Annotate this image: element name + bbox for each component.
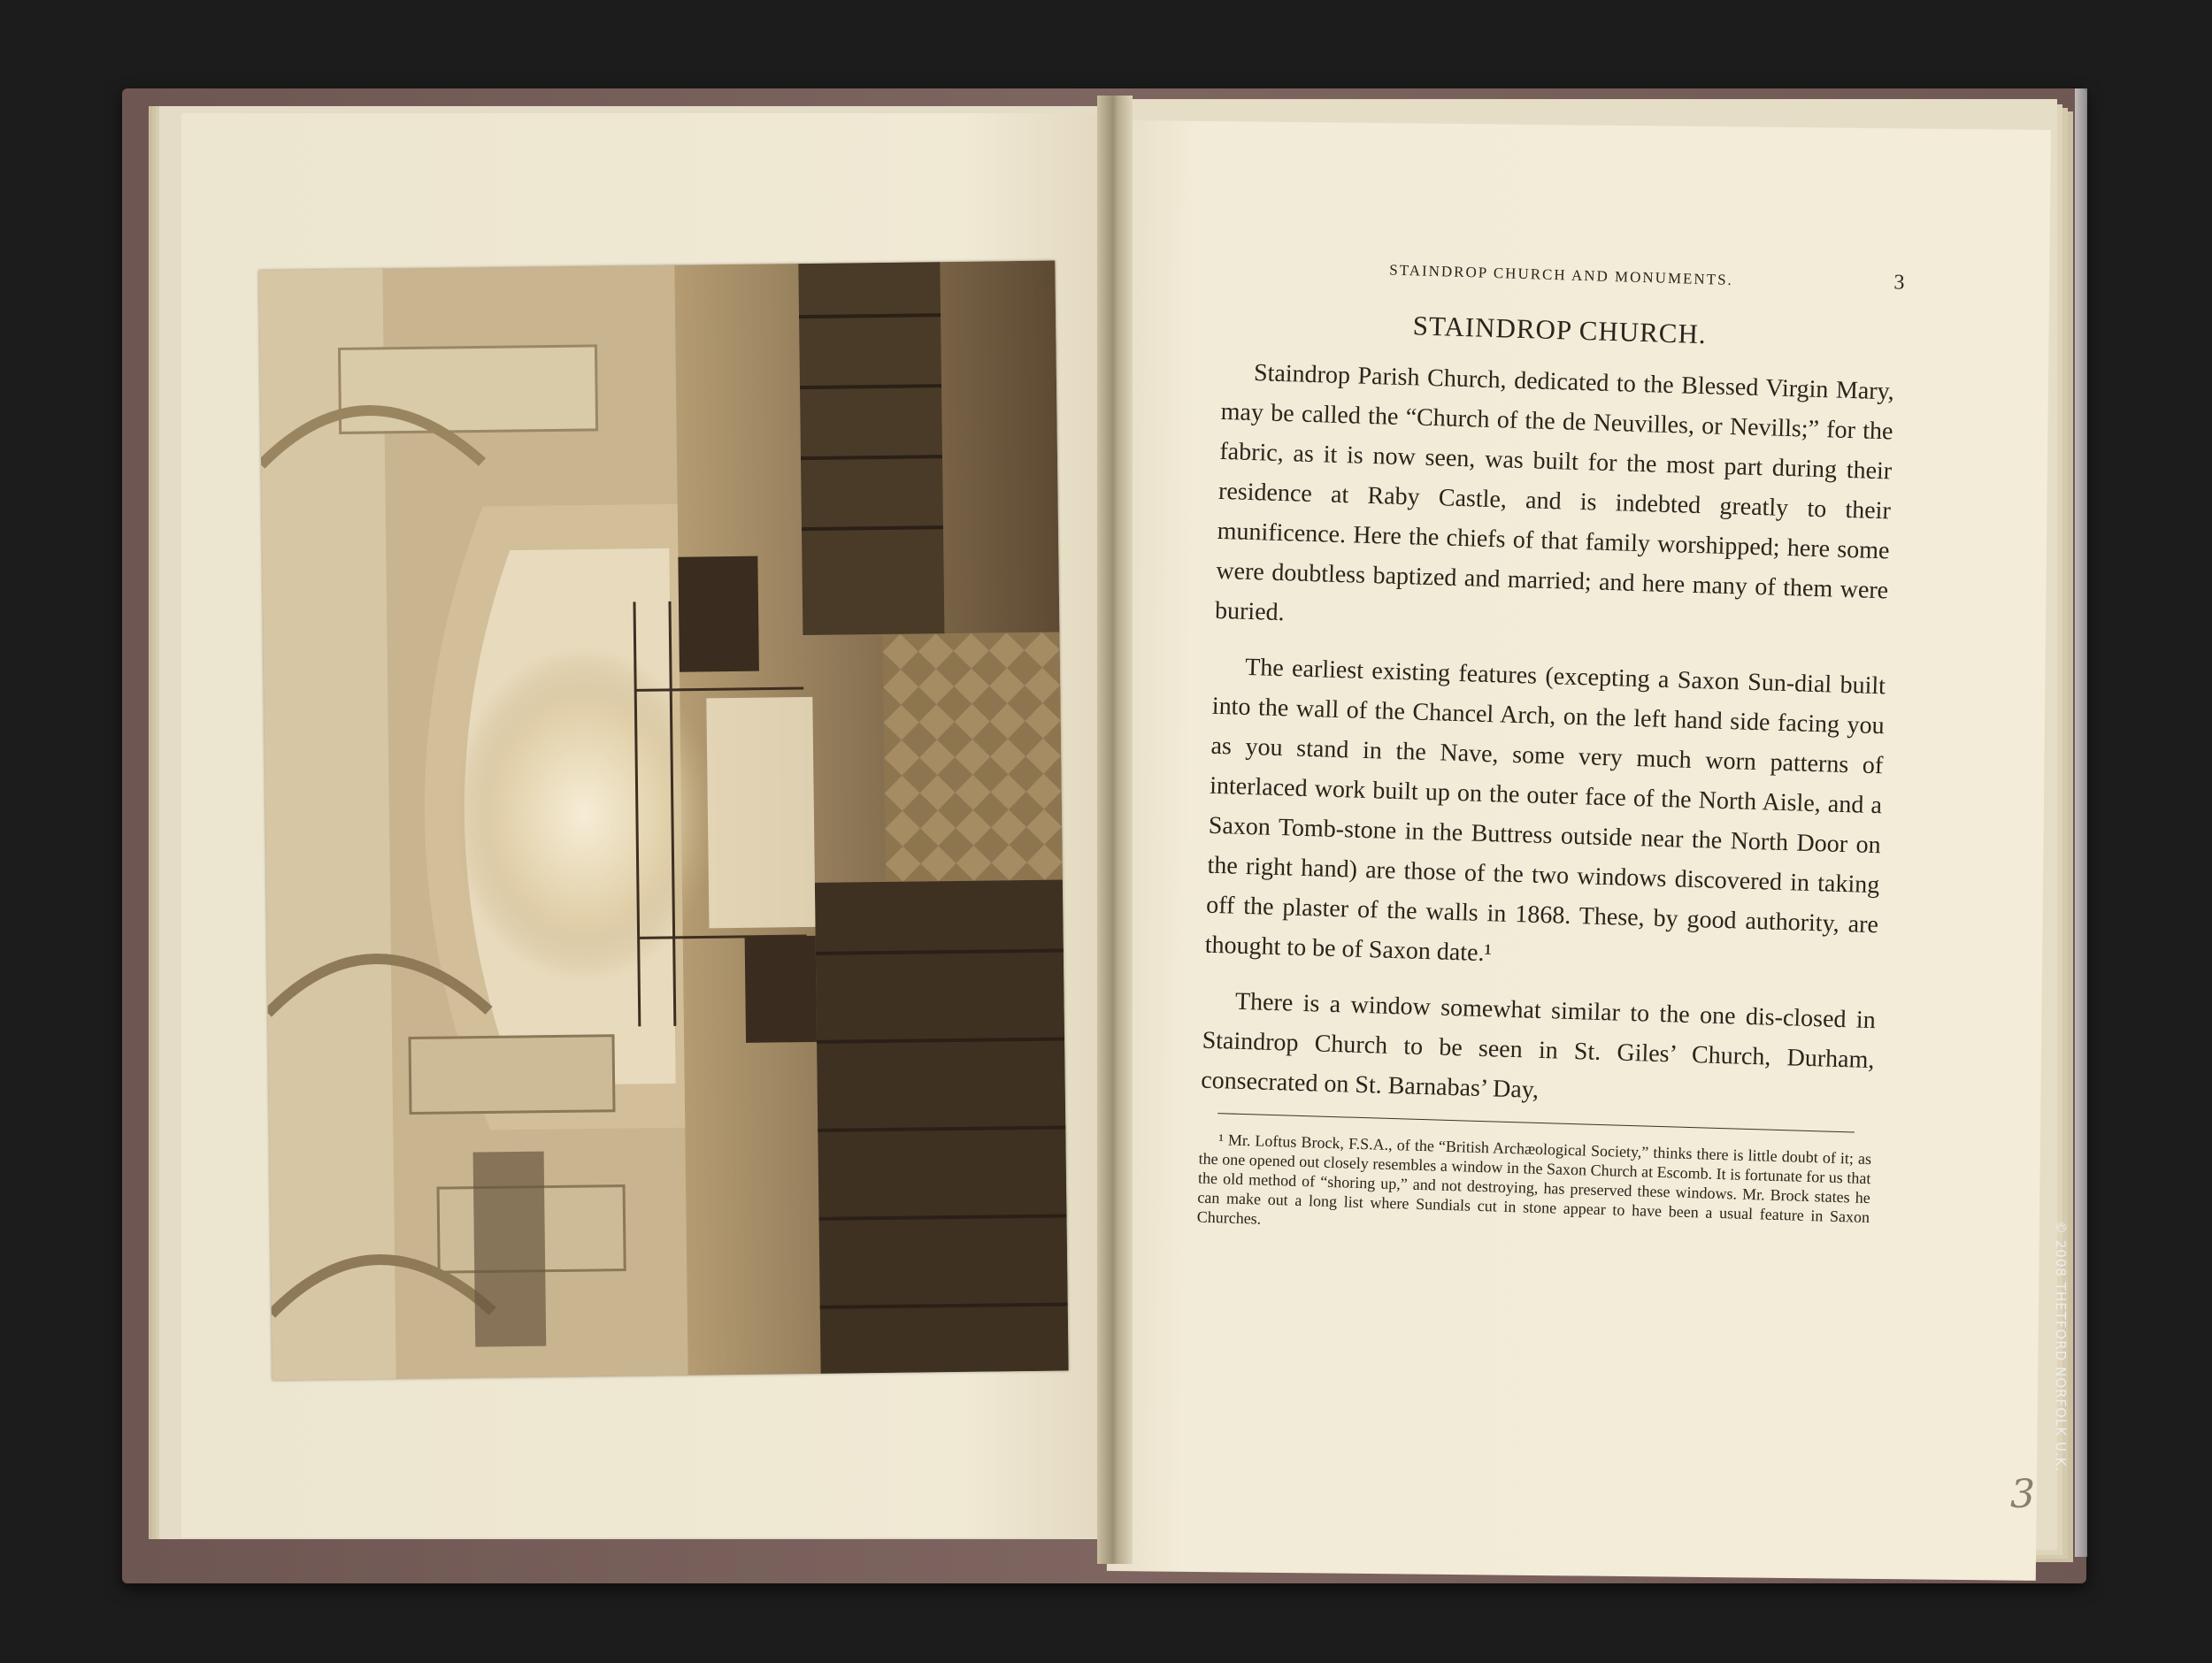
running-head-text: STAINDROP CHURCH AND MONUMENTS.: [1388, 261, 1734, 289]
footnote: ¹ Mr. Loftus Brock, F.S.A., of the “British Archæological Society,” thinks there is little doubt of it; as the one opened out closely resembles a window in the Saxon Church at Escomb. It is fortunate for us that the old method of “shoring up,” and not destroying, has preserved these windows. Mr. Brock states he can make out a long list where Sundials cut in stone appear to have been a usual feature in Saxon Churches.: [1196, 1130, 1872, 1228]
paragraph-1: Staindrop Parish Church, dedicated to the Blessed Virgin Mary, may be called the “Church of the de Neuvilles, or Nevills;” for the fabric, as it is now seen, was built for the most part during their residence at Raby Castle, and is indebted greatly to their munificence. Here the chiefs of that family worshipped; here some were doubtless baptized and married; and here many of them were buried.: [1214, 359, 1895, 627]
photograph-illustration: [258, 261, 1068, 1381]
edge-copyright-label: © 2008 THETFORD NORFOLK U.K.: [2053, 1221, 2069, 1473]
chapter-title: STAINDROP CHURCH.: [1412, 310, 1708, 350]
church-interior-photograph: [258, 261, 1068, 1381]
text-page-content: [1196, 257, 1907, 1262]
paragraph-2: The earliest existing features (excepting a Saxon Sun-dial built into the wall of the Chancel Arch, on the left hand side facing you as you stand in the Nave, some very much worn patterns of interlaced work built up on the outer face of the North Aisle, and a Saxon Tomb-stone in the Buttress outside near the North Door on the right hand) are those of the two windows discovered in taking off the plaster of the walls in 1868. These, by good authority, are thought to be of Saxon date.¹: [1204, 653, 1886, 968]
paragraph-3: There is a window somewhat similar to the one dis-closed in Staindrop Church to be seen in St. Giles’ Church, Durham, consecrated on St. Barnabas’ Day,: [1200, 987, 1877, 1104]
book-gutter: [1097, 96, 1133, 1564]
handwritten-page-number: 3: [2010, 1472, 2035, 1517]
scanner-edge-strip: [2075, 88, 2087, 1557]
page-number: 3: [1893, 271, 1907, 295]
